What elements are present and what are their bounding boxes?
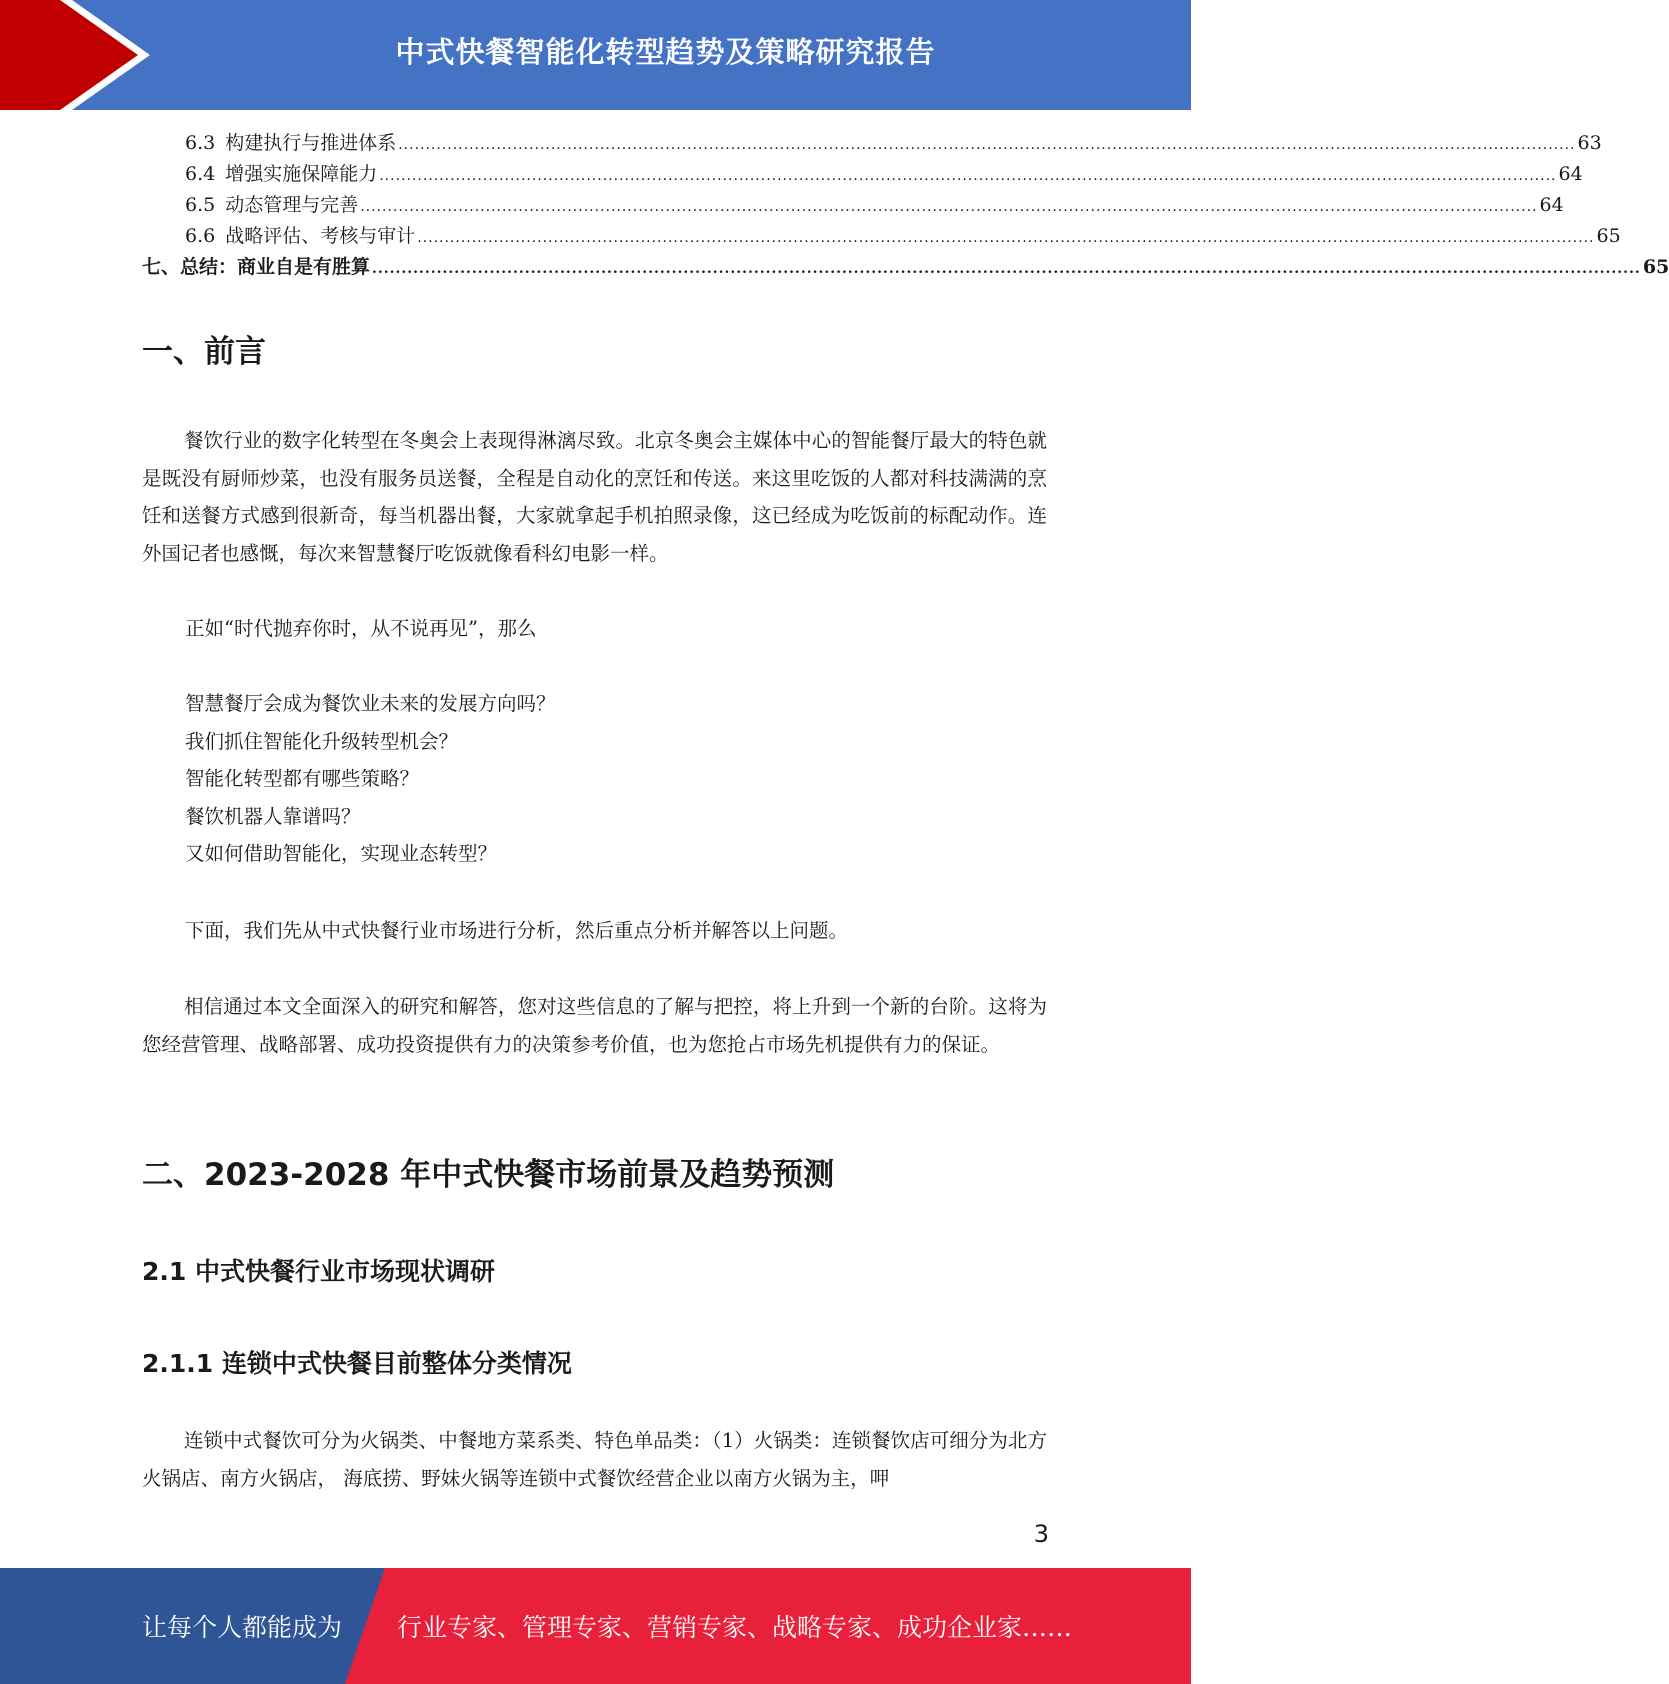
- toc-number: 6.5: [185, 194, 216, 216]
- toc-number: 6.3: [185, 132, 216, 154]
- paragraph: 相信通过本文全面深入的研究和解答，您对这些信息的了解与把控，将上升到一个新的台阶。这将为您经营管理、战略部署、成功投资提供有力的决策参考价值，也为您抢占市场先机提供有力的保证。: [142, 995, 1047, 1056]
- section-title: 二、2023-2028 年中式快餐市场前景及趋势预测: [142, 1157, 835, 1193]
- table-of-contents: [142, 128, 1669, 283]
- question-line: 我们抓住智能化升级转型机会？: [185, 730, 459, 753]
- toc-row[interactable]: [142, 221, 1621, 252]
- toc-row[interactable]: [142, 128, 1602, 159]
- paragraph: 下面，我们先从中式快餐行业市场进行分析，然后重点分析并解答以上问题。: [185, 919, 849, 942]
- footer-slogan-right: 行业专家、管理专家、营销专家、战略专家、成功企业家……: [397, 1613, 1073, 1642]
- toc-label: 动态管理与完善: [225, 194, 359, 216]
- toc-number: 6.4: [185, 163, 216, 185]
- page-header: [0, 0, 1191, 110]
- page-number: 3: [1033, 1520, 1049, 1548]
- subsection-title: 2.1 中式快餐行业市场现状调研: [142, 1257, 495, 1286]
- toc-page: 64: [1539, 194, 1564, 216]
- toc-row[interactable]: [142, 252, 1669, 283]
- subsection-title: 2.1.1 连锁中式快餐目前整体分类情况: [142, 1349, 572, 1378]
- question-line: 餐饮机器人靠谱吗？: [185, 805, 361, 828]
- toc-leader: ........................................................................................................................................................................................................................: [398, 137, 1576, 153]
- paragraph: 正如“时代抛弃你时，从不说再见”，那么: [185, 617, 537, 640]
- question-line: 智能化转型都有哪些策略？: [185, 767, 420, 790]
- footer-slogan-left: 让每个人都能成为: [142, 1613, 343, 1642]
- toc-row[interactable]: [142, 159, 1583, 190]
- toc-leader: ........................................................................................................................................................................................................................: [417, 230, 1595, 246]
- toc-page: 65: [1596, 225, 1621, 247]
- toc-label: 构建执行与推进体系: [225, 132, 397, 154]
- page-content: [142, 128, 1669, 1490]
- paragraph: 餐饮行业的数字化转型在冬奥会上表现得淋漓尽致。北京冬奥会主媒体中心的智能餐厅最大的特色就是既没有厨师炒菜，也没有服务员送餐，全程是自动化的烹饪和传送。来这里吃饭的人都对科技满满的烹饪和送餐方式感到很新奇，每当机器出餐，大家就拿起手机拍照录像，这已经成为吃饭前的标配动作。连外国记者也感慨，每次来智慧餐厅吃饭就像看科幻电影一样。: [142, 429, 1047, 565]
- toc-leader: ........................................................................................................................................................................................................................: [379, 168, 1557, 184]
- toc-label: 战略评估、考核与审计: [225, 225, 416, 247]
- paragraph: 连锁中式餐饮可分为火锅类、中餐地方菜系类、特色单品类：（1）火锅类：连锁餐饮店可细分为北方火锅店、南方火锅店， 海底捞、野妹火锅等连锁中式餐饮经营企业以南方火锅为主，呷: [142, 1429, 1047, 1490]
- toc-leader: ........................................................................................................................................................................................................................: [360, 199, 1538, 215]
- toc-leader: ........................................................................................................................................................................................................................: [372, 261, 1641, 277]
- toc-label: 七、总结：商业自是有胜算: [142, 256, 371, 278]
- toc-page: 65: [1642, 256, 1669, 278]
- question-line: 又如何借助智能化，实现业态转型？: [185, 842, 498, 865]
- toc-number: 6.6: [185, 225, 216, 247]
- section-title: 一、前言: [142, 334, 266, 370]
- toc-row[interactable]: [142, 190, 1564, 221]
- toc-page: 64: [1558, 163, 1583, 185]
- toc-label: 增强实施保障能力: [225, 163, 378, 185]
- page-footer: [0, 1568, 1191, 1684]
- question-line: 智慧餐厅会成为餐饮业未来的发展方向吗？: [185, 692, 556, 715]
- header-arrow-icon: [0, 0, 160, 110]
- toc-page: 63: [1577, 132, 1602, 154]
- header-title: 中式快餐智能化转型趋势及策略研究报告: [395, 34, 936, 69]
